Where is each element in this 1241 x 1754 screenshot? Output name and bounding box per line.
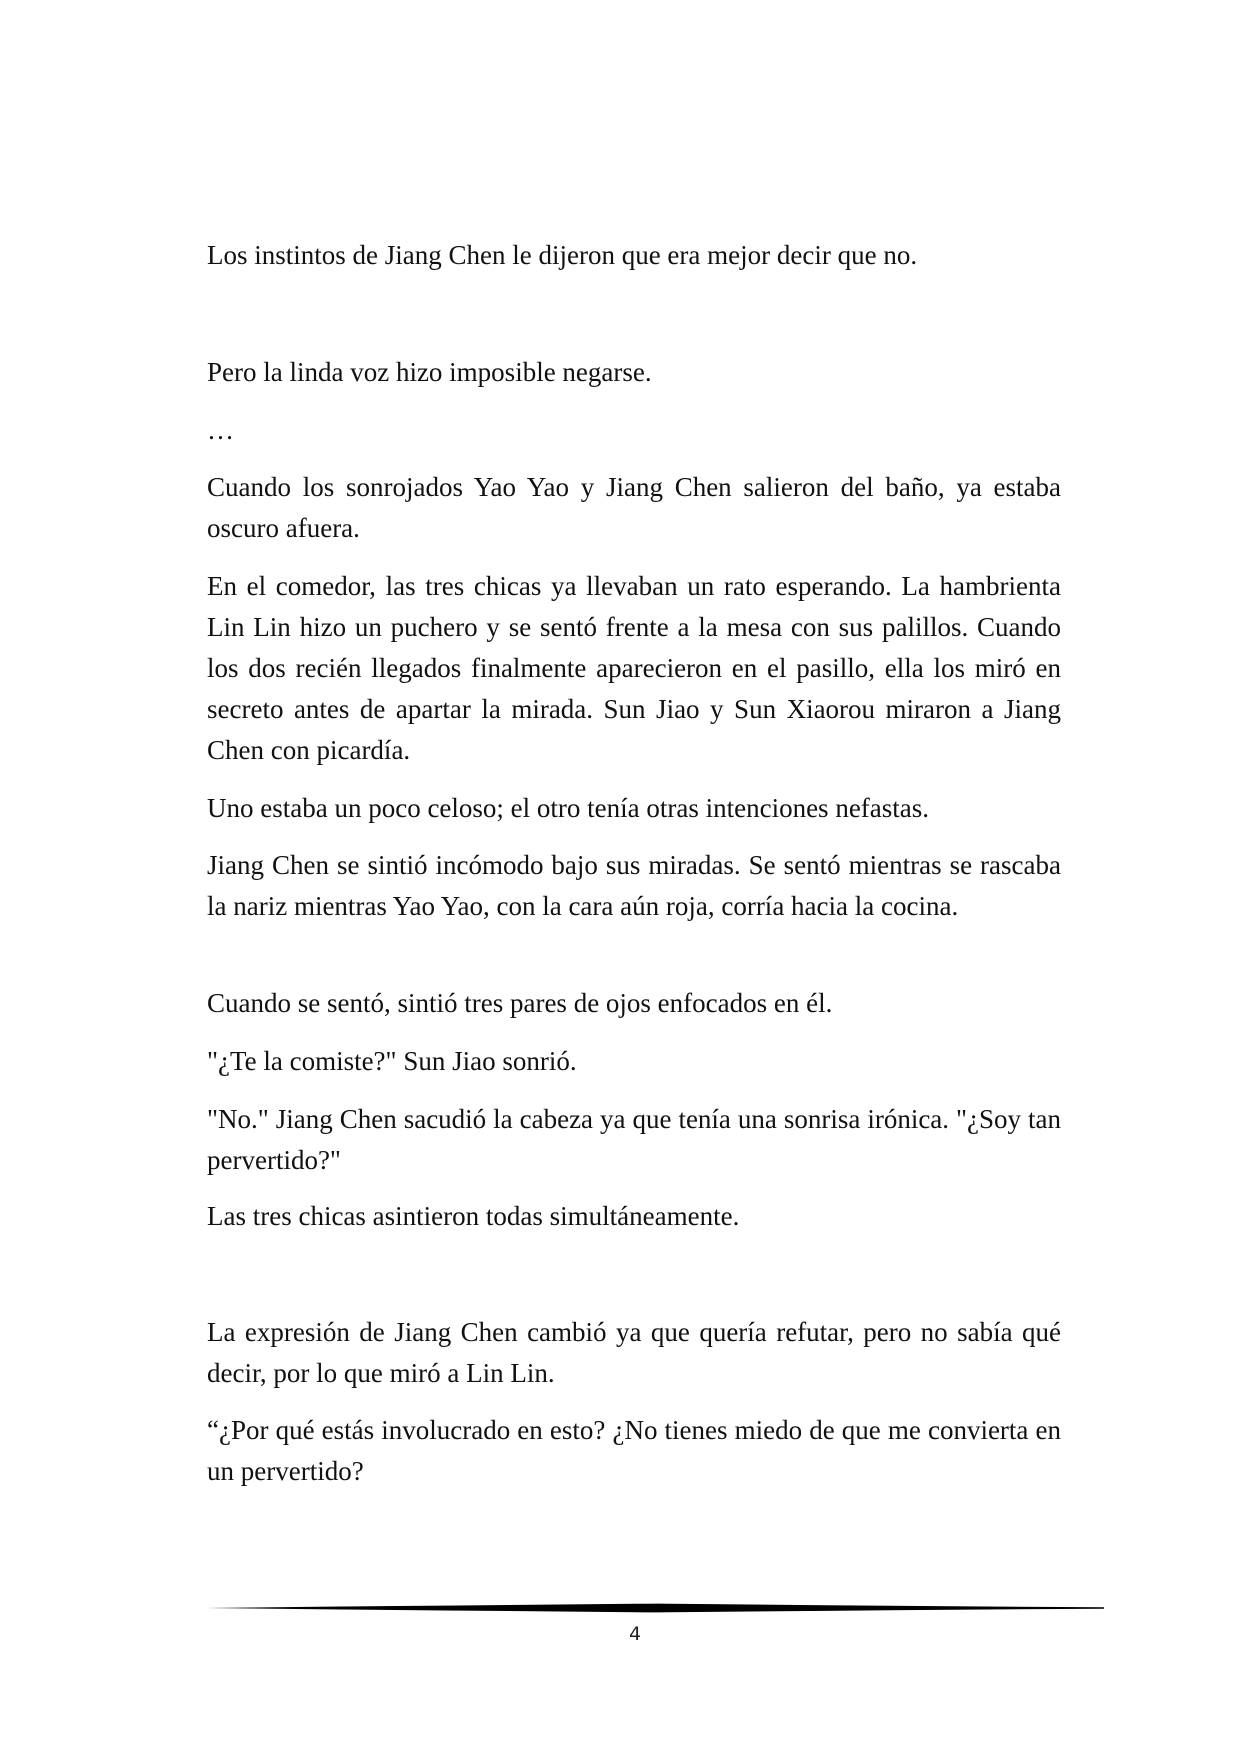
- ellipsis-separator: …: [207, 415, 234, 445]
- paragraph: Las tres chicas asintieron todas simultáneamente.: [207, 1201, 740, 1231]
- paragraph: "¿Te la comiste?" Sun Jiao sonrió.: [207, 1046, 577, 1076]
- paragraph: Los instintos de Jiang Chen le dijeron que era mejor decir que no.: [207, 240, 918, 270]
- paragraph: En el comedor, las tres chicas ya llevaban un rato esperando. La hambrienta Lin Lin hizo un puchero y se sentó frente a la mesa con sus palillos. Cuando los dos recién llegados finalmente aparecieron en el pasillo, ella los miró en secreto antes de apartar la mirada. Sun Jiao y Sun Xiaorou miraron a Jiang Chen con picardía.: [207, 571, 1061, 765]
- paragraph: “¿Por qué estás involucrado en esto? ¿No tienes miedo de que me convierta en un pervertido?: [207, 1415, 1061, 1486]
- paragraph: Cuando los sonrojados Yao Yao y Jiang Chen salieron del baño, ya estaba oscuro afuera.: [207, 472, 1061, 543]
- page-number: 4: [628, 1623, 642, 1645]
- paragraph: Cuando se sentó, sintió tres pares de ojos enfocados en él.: [207, 988, 833, 1018]
- paragraph: La expresión de Jiang Chen cambió ya que quería refutar, pero no sabía qué decir, por lo que miró a Lin Lin.: [207, 1317, 1061, 1388]
- paragraph: "No." Jiang Chen sacudió la cabeza ya que tenía una sonrisa irónica. "¿Soy tan pervertido?": [207, 1104, 1061, 1175]
- paragraph: Jiang Chen se sintió incómodo bajo sus miradas. Se sentó mientras se rascaba la nariz mientras Yao Yao, con la cara aún roja, corría hacia la cocina.: [207, 850, 1061, 921]
- footer-rule: [207, 1601, 1104, 1615]
- paragraph: Pero la linda voz hizo imposible negarse.: [207, 357, 652, 387]
- paragraph: Uno estaba un poco celoso; el otro tenía otras intenciones nefastas.: [207, 793, 930, 823]
